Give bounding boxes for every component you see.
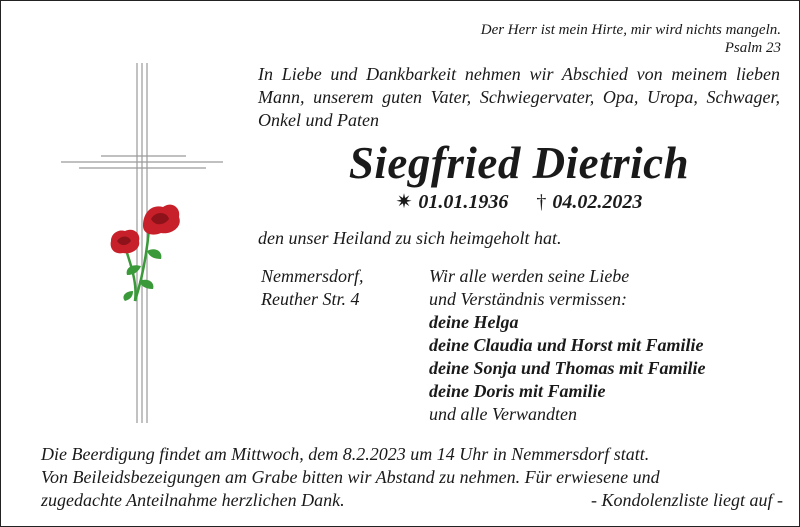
- mourners-intro: und Verständnis vermissen:: [429, 289, 627, 309]
- mourners-intro: Wir alle werden seine Liebe: [429, 266, 630, 286]
- bible-verse: [481, 21, 781, 57]
- funeral-line: Die Beerdigung findet am Mittwoch, dem 8.2.2023 um 14 Uhr in Nemmersdorf statt.: [41, 444, 650, 464]
- address: [261, 265, 364, 311]
- funeral-line: Von Beileidsbezeigungen am Grabe bitten wir Abstand zu nehmen. Für erwiesene und: [41, 467, 660, 487]
- mourner-name: deine Helga: [429, 312, 519, 332]
- birth-date: 01.01.1936: [418, 191, 509, 213]
- funeral-info: [41, 443, 783, 512]
- mourners-closing: und alle Verwandten: [429, 404, 577, 424]
- taken-home-line: den unser Heiland zu sich heimgeholt hat.: [258, 228, 562, 248]
- condolence-note: - Kondolenzliste liegt auf -: [591, 490, 783, 510]
- life-dates: [258, 189, 780, 214]
- mourner-name: deine Claudia und Horst mit Familie: [429, 335, 704, 355]
- roses-icon: [111, 205, 180, 301]
- intro-text: In Liebe und Dankbarkeit nehmen wir Abschied von meinem lieben Mann, unserem guten Vater, Schwiegervater, Opa, Uropa, Schwager, Onkel und Paten: [258, 64, 780, 130]
- deceased-name: Siegfried Dietrich: [348, 138, 690, 188]
- mourners-list: [429, 265, 706, 426]
- verse-text: Der Herr ist mein Hirte, mir wird nichts mangeln.: [480, 22, 781, 38]
- address-line: Reuther Str. 4: [261, 289, 360, 309]
- cross-icon: [61, 63, 223, 423]
- funeral-line: zugedachte Anteilnahme herzlichen Dank.: [41, 490, 345, 510]
- verse-reference: Psalm 23: [724, 40, 781, 56]
- birth-star-icon: ✷: [395, 191, 413, 213]
- death-date: 04.02.2023: [552, 191, 643, 213]
- mourner-name: deine Doris mit Familie: [429, 381, 606, 401]
- cross-with-roses-icon: [1, 1, 241, 431]
- address-line: Nemmersdorf,: [261, 266, 364, 286]
- mourner-name: deine Sonja und Thomas mit Familie: [429, 358, 706, 378]
- death-cross-icon: †: [536, 191, 547, 213]
